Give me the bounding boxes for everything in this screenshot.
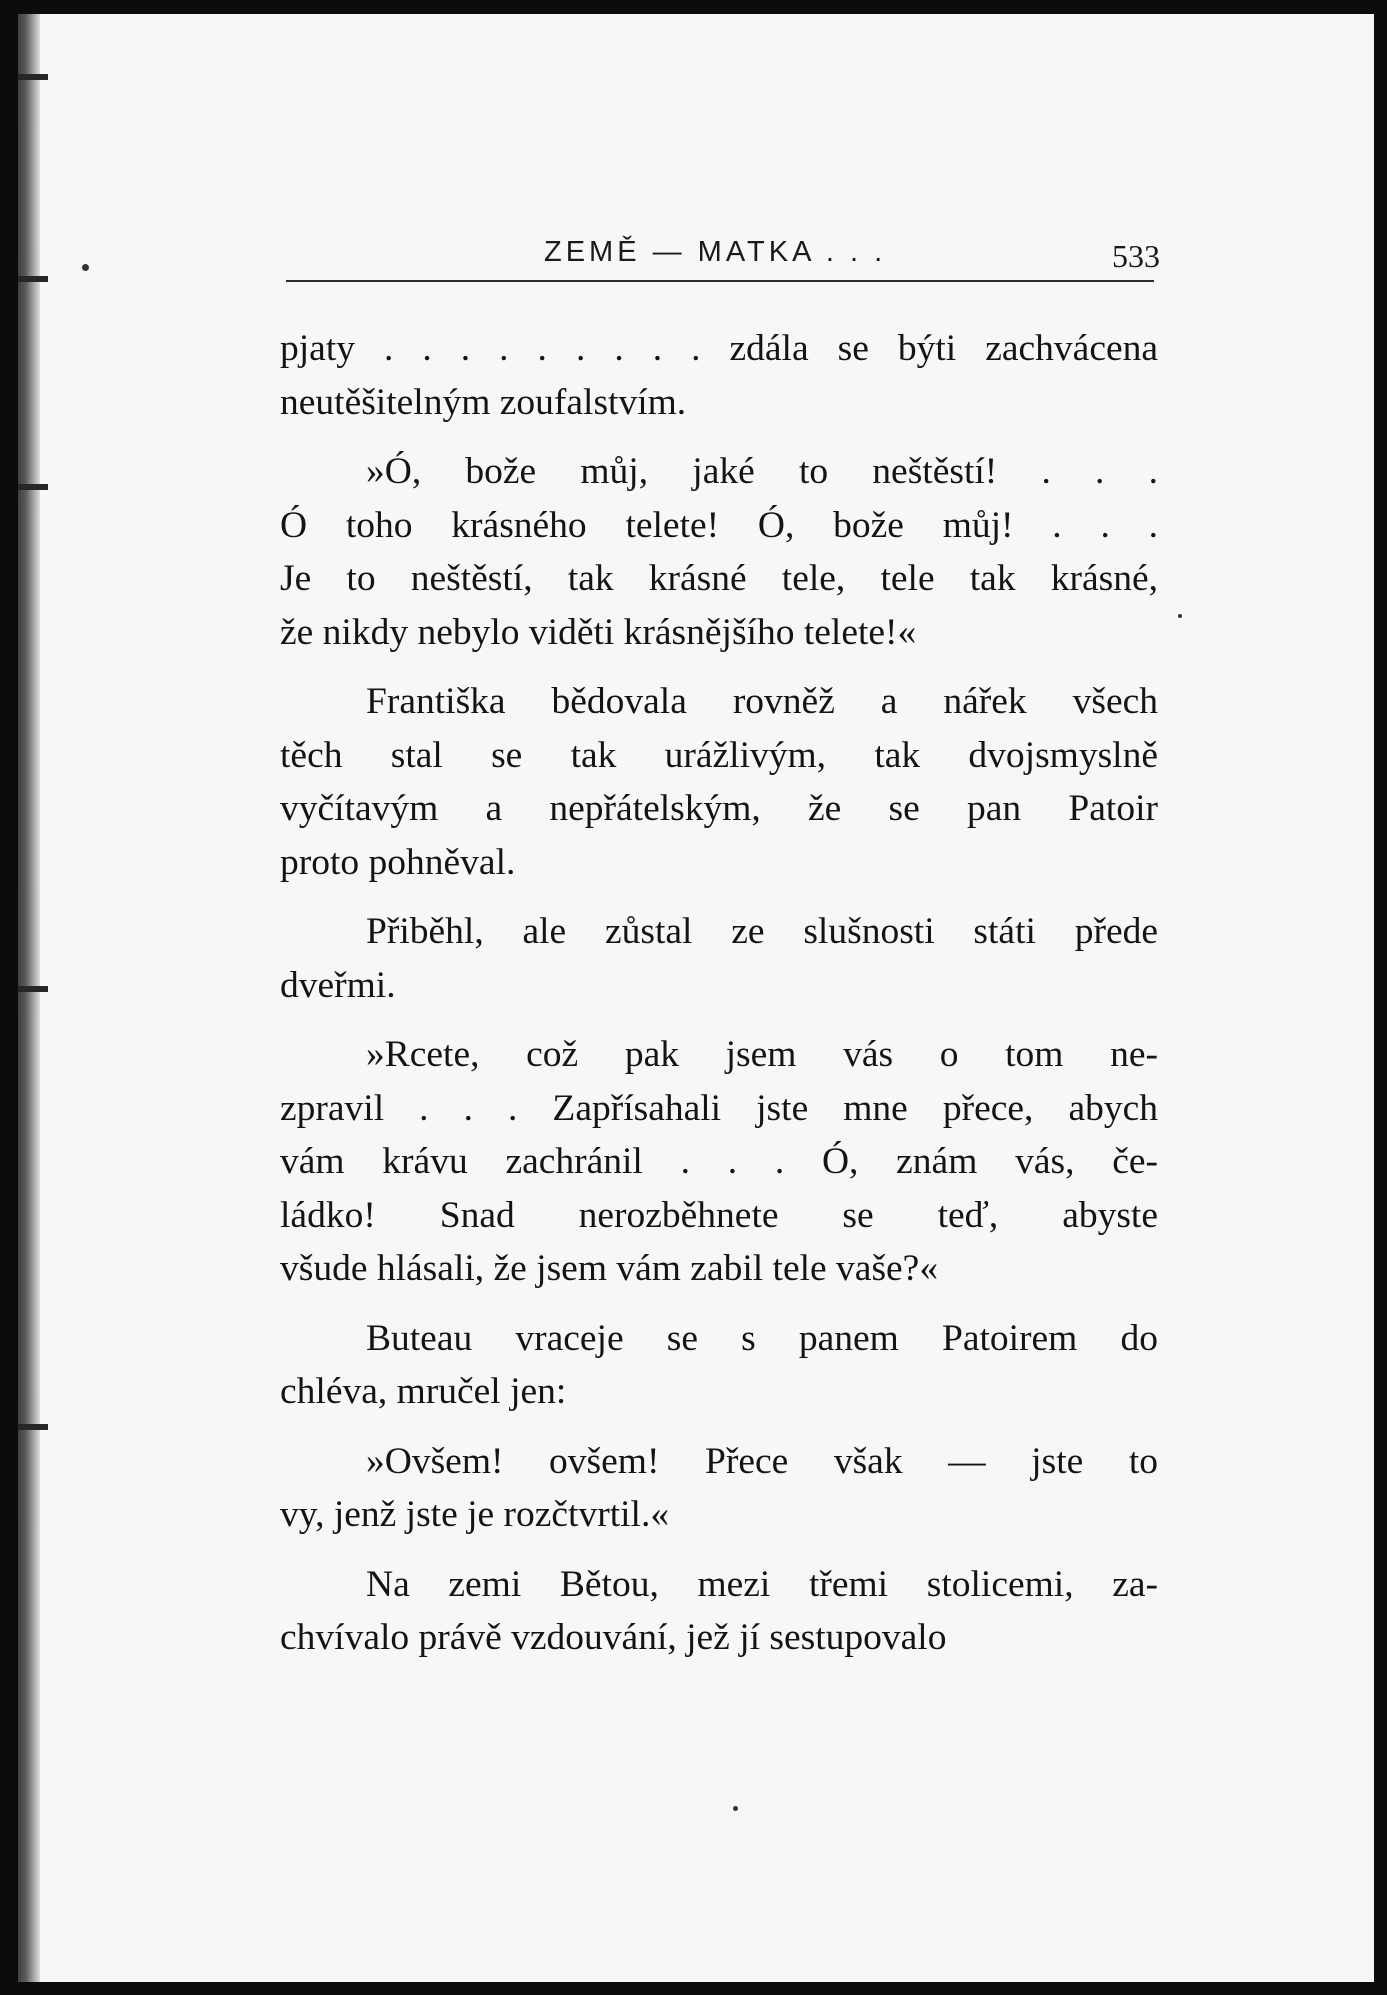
- paragraph: [280, 905, 1158, 1012]
- text-line: Je to neštěstí, tak krásné tele, tele tak krásné,: [280, 558, 1158, 599]
- text-line: těch stal se tak urážlivým, tak dvojsmyslně: [280, 734, 1158, 776]
- binding-mark: [18, 74, 48, 80]
- text-line: »Rcete, což pak jsem vás o tom ne-: [366, 1034, 1158, 1075]
- text-line: »Ovšem! ovšem! Přece však — jste to: [366, 1440, 1158, 1482]
- text-line: Na zemi Bětou, mezi třemi stolicemi, za-: [366, 1563, 1158, 1605]
- binding-mark: [18, 484, 48, 490]
- binding-mark: [18, 276, 48, 282]
- paragraph: [280, 1312, 1158, 1419]
- binding-mark: [18, 986, 48, 992]
- paragraph: [280, 675, 1158, 889]
- text-line: »Ó, bože můj, jaké to neštěstí! . . .: [366, 451, 1158, 492]
- text-line: vám krávu zachránil . . . Ó, znám vás, če-: [280, 1141, 1158, 1182]
- text-line: proto pohněval.: [280, 841, 516, 883]
- text-line: Přiběhl, ale zůstal ze slušnosti státi přede: [366, 911, 1158, 952]
- paragraph: [280, 1028, 1158, 1296]
- text-line: zpravil . . . Zapřísahali jste mne přece, abych: [280, 1087, 1158, 1129]
- text-line: Františka bědovala rovněž a nářek všech: [366, 681, 1158, 722]
- running-header: [288, 232, 1160, 282]
- paragraph: [280, 1558, 1158, 1665]
- paragraph: [280, 445, 1158, 659]
- text-line: pjaty . . . . . . . . . zdála se býti zachvácena: [280, 328, 1158, 369]
- running-title: ZEMĚ — MATKA . . .: [544, 236, 887, 268]
- text-line: všude hlásali, že jsem vám zabil tele vaše?«: [280, 1248, 939, 1289]
- text-line: vy, jenž jste je rozčtvrtil.«: [280, 1494, 670, 1535]
- text-line: že nikdy nebylo viděti krásnějšího telete!«: [280, 611, 917, 653]
- binding-mark: [18, 1424, 48, 1430]
- text-line: Buteau vraceje se s panem Patoirem do: [366, 1317, 1158, 1359]
- text-line: dveřmi.: [280, 964, 396, 1006]
- page-number: 533: [1112, 238, 1160, 274]
- page-binding-edge: [18, 14, 40, 1982]
- text-line: chléva, mručel jen:: [280, 1371, 567, 1412]
- body-text: [280, 322, 1158, 1681]
- text-line: vyčítavým a nepřátelským, že se pan Patoir: [280, 788, 1158, 829]
- header-rule: [286, 280, 1154, 282]
- paragraph: [280, 1435, 1158, 1542]
- paper-speck: [1178, 614, 1182, 618]
- paragraph: [280, 322, 1158, 429]
- book-page: [18, 14, 1374, 1982]
- text-line: chvívalo právě vzdouvání, jež jí sestupovalo: [280, 1617, 947, 1658]
- paper-speck: [82, 264, 89, 271]
- paper-speck: [733, 1806, 738, 1811]
- text-line: Ó toho krásného telete! Ó, bože můj! . . .: [280, 504, 1158, 546]
- text-line: ládko! Snad nerozběhnete se teď, abyste: [280, 1194, 1158, 1236]
- text-line: neutěšitelným zoufalstvím.: [280, 381, 687, 423]
